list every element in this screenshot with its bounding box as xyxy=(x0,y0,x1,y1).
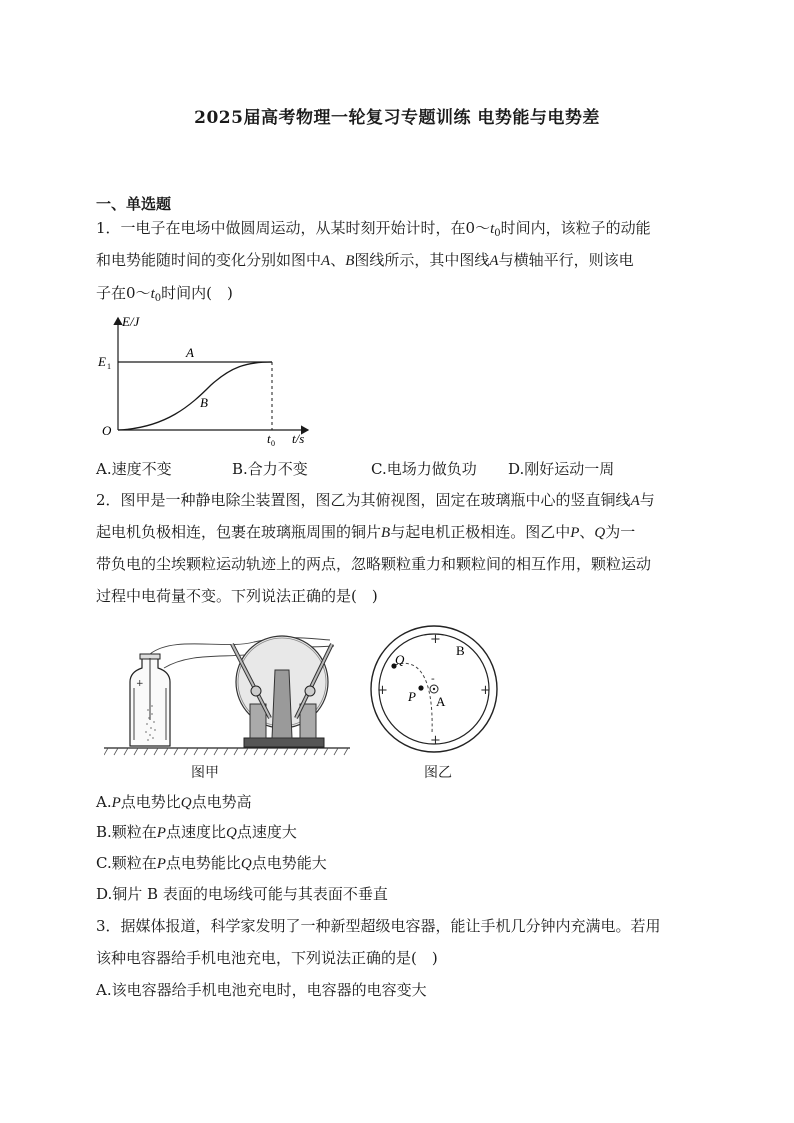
q2-text: 起电机负极相连，包裹在玻璃瓶周围的铜片 xyxy=(96,523,382,541)
q1-option-b[interactable]: B.合力不变 xyxy=(232,460,308,478)
origin-label: O xyxy=(102,423,112,438)
plus-top: + xyxy=(430,632,441,647)
option-var: P xyxy=(156,825,166,841)
left-electrode-ball xyxy=(251,686,261,696)
page-title: 2025届高考物理一轮复习专题训练 电势能与电势差 xyxy=(194,108,600,128)
q2-var: Q xyxy=(594,525,606,541)
q2-line-3: 带负电的尘埃颗粒运动轨迹上的两点，忽略颗粒重力和颗粒间的相互作用，颗粒运动 xyxy=(96,555,652,573)
figure-b-top-view xyxy=(368,622,502,758)
q2-line-1 xyxy=(96,490,655,511)
bottle-plus-sign: + xyxy=(136,679,144,689)
figure-a-caption: 图甲 xyxy=(191,765,219,781)
q1-text: 时间内，该粒子的动能 xyxy=(500,219,651,237)
q2-line-4: 过程中电荷量不变。下列说法正确的是( ) xyxy=(96,587,378,605)
option-text: 点电势能大 xyxy=(251,854,327,872)
q2-option-c[interactable] xyxy=(96,853,327,874)
q2-var: B xyxy=(381,525,391,541)
q1-text: 、 xyxy=(330,251,346,269)
section-heading: 一、单选题 xyxy=(96,195,172,213)
ground-hatching xyxy=(104,748,348,755)
label-p: P xyxy=(408,689,416,704)
minus-sign: - xyxy=(431,672,435,685)
figure-a-apparatus xyxy=(104,630,354,758)
q1-t-sub: 0 xyxy=(154,293,162,304)
q1-range: 0～ xyxy=(126,284,151,302)
option-text: B.颗粒在 xyxy=(96,823,157,841)
q1-t: t xyxy=(150,286,155,302)
figure-b-caption: 图乙 xyxy=(424,765,452,781)
q1-var: A xyxy=(489,253,499,269)
option-text: 点速度大 xyxy=(236,823,297,841)
q1-range: 0～ xyxy=(465,219,491,237)
q2-var: A xyxy=(630,493,640,509)
q1-options xyxy=(96,459,614,479)
q1-option-c[interactable]: C.电场力做负功 xyxy=(371,460,477,478)
point-p-dot xyxy=(418,685,423,690)
q2-text: 、 xyxy=(579,523,595,541)
y-tick-e1-sub: 1 xyxy=(107,362,111,371)
label-b: B xyxy=(456,643,465,658)
wire-a-center xyxy=(433,688,435,690)
q2-text: 与 xyxy=(639,491,655,509)
option-text: 点电势高 xyxy=(191,793,252,811)
option-var: P xyxy=(111,795,121,811)
q1-line-1 xyxy=(96,218,651,244)
q2-text: 与起电机正极相连。图乙中 xyxy=(390,523,571,541)
q3-line-2: 该种电容器给手机电池充电，下列说法正确的是( ) xyxy=(96,949,438,967)
q2-var: P xyxy=(570,525,580,541)
label-a: A xyxy=(436,694,446,709)
plus-bottom: + xyxy=(430,733,441,748)
q1-text: 和电势能随时间的变化分别如图中 xyxy=(96,251,322,269)
curve-b-line xyxy=(118,362,272,430)
curve-b-label: B xyxy=(200,395,208,410)
central-pillar xyxy=(272,670,292,738)
option-var: Q xyxy=(180,795,192,811)
q1-line-2 xyxy=(96,250,634,271)
q1-text: 图线所示，其中图线 xyxy=(354,251,490,269)
option-var: Q xyxy=(225,825,237,841)
q2-line-2 xyxy=(96,522,635,543)
q1-option-a[interactable]: A.速度不变 xyxy=(96,460,172,478)
right-electrode-ball xyxy=(305,686,315,696)
q1-text: 与横轴平行，则该电 xyxy=(498,251,634,269)
option-var: P xyxy=(156,856,166,872)
q1-t: t xyxy=(490,221,495,237)
option-text: A. xyxy=(96,793,112,811)
q3-line-1: 3．据媒体报道，科学家发明了一种新型超级电容器，能让手机几分钟内充满电。若用 xyxy=(96,917,661,935)
q1-text: 时间内( ) xyxy=(161,284,233,302)
q2-text: 2．图甲是一种静电除尘装置图，图乙为其俯视图，固定在玻璃瓶中心的竖直铜线 xyxy=(96,491,631,509)
option-text: 点速度比 xyxy=(165,823,226,841)
q2-option-a[interactable] xyxy=(96,792,252,813)
y-axis-label: E/J xyxy=(122,314,140,329)
option-text: 点电势比 xyxy=(120,793,181,811)
option-text: 点电势能比 xyxy=(165,854,241,872)
plus-right: + xyxy=(480,683,491,698)
q1-energy-graph xyxy=(96,310,326,450)
q1-t-sub: 0 xyxy=(494,228,501,239)
q1-text: 子在 xyxy=(96,284,127,302)
q2-option-b[interactable] xyxy=(96,822,297,843)
y-tick-e1: E xyxy=(98,354,106,369)
q2-text: 为一 xyxy=(605,523,636,541)
q2-option-d[interactable]: D.铜片 B 表面的电场线可能与其表面不垂直 xyxy=(96,885,388,903)
x-axis-label: t/s xyxy=(292,431,305,446)
label-q: Q xyxy=(395,652,405,667)
x-tick-t0: t xyxy=(267,431,271,446)
curve-a-label: A xyxy=(186,345,194,360)
q1-var: B xyxy=(345,253,355,269)
x-tick-t0-sub: 0 xyxy=(271,439,275,448)
option-text: C.颗粒在 xyxy=(96,854,157,872)
q1-var: A xyxy=(321,253,331,269)
generator-base xyxy=(244,738,324,747)
q3-option-a[interactable]: A.该电容器给手机电池充电时，电容器的电容变大 xyxy=(96,981,427,999)
option-var: Q xyxy=(240,856,252,872)
q1-option-d[interactable]: D.刚好运动一周 xyxy=(508,460,615,478)
plus-left: + xyxy=(377,683,388,698)
q1-line-3 xyxy=(96,283,233,309)
q1-text: 1．一电子在电场中做圆周运动，从某时刻开始计时，在 xyxy=(96,219,466,237)
